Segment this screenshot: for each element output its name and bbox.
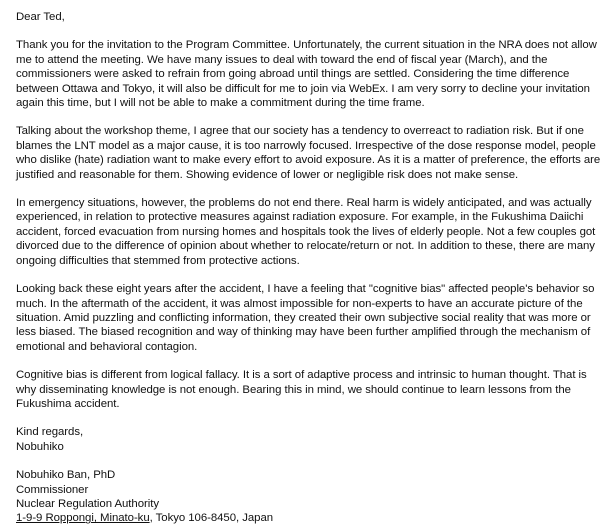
signature-address <box>16 511 602 525</box>
address-street: 1-9-9 Roppongi, Minato-ku <box>16 512 150 525</box>
paragraph-line: again this time, but I will not be able to make a commitment during the time frame. <box>16 97 425 110</box>
paragraph-line: Fukushima accident. <box>16 397 120 410</box>
paragraph-line: me to attend the meeting. We have many issues to deal with toward the end of fiscal year (March), and the <box>16 53 548 66</box>
paragraph-line: justified and reasonable for them. Showing evidence of lower or negligible risk does not make sense. <box>16 168 519 181</box>
paragraph-3 <box>16 196 602 268</box>
paragraph-line: Cognitive bias is different from logical fallacy. It is a sort of adaptive process and intrinsic to human thought. That is <box>16 369 587 382</box>
paragraph-line: less biased. The biased recognition and way of thinking may have been further amplified through the mechanism of <box>16 326 591 339</box>
address-city: , Tokyo 106-8450, Japan <box>149 512 274 525</box>
paragraph-line: between Ottawa and Tokyo, it will also be difficult for me to join via WebEx. I am very sorry to decline your invitation <box>16 82 590 95</box>
paragraph-line: Talking about the workshop theme, I agree that our society has a tendency to overreact to radiation risk. But if one <box>16 125 584 138</box>
paragraph-line: Thank you for the invitation to the Program Committee. Unfortunately, the current situation in the NRA does not allow <box>16 39 597 52</box>
signature-organization: Nuclear Regulation Authority <box>16 497 159 510</box>
paragraph-line: accident, forced evacuation from nursing homes and hospitals took the lives of elderly people. Not a few couples got <box>16 225 596 238</box>
paragraph-line: emotional and behavioral contagion. <box>16 340 198 353</box>
paragraph-line: ongoing difficulties that stemmed from protective actions. <box>16 254 300 267</box>
paragraph-line: much. In the aftermath of the accident, it was almost impossible for non-experts to have an accurate picture of the <box>16 297 583 310</box>
closing-first-name: Nobuhiko <box>16 440 64 453</box>
paragraph-line: situation. Amid puzzling and conflicting information, they created their own subjective social reality that was more or <box>16 311 591 324</box>
paragraph-4 <box>16 282 602 354</box>
signature-block <box>16 468 602 526</box>
signature-name: Nobuhiko Ban, PhD <box>16 469 116 482</box>
paragraph-1 <box>16 38 602 110</box>
closing-regards: Kind regards, <box>16 426 84 439</box>
paragraph-line: experienced, in relation to protective measures against radiation exposure. For example, in the Fukushima Daiichi <box>16 211 584 224</box>
signature-title: Commissioner <box>16 483 89 496</box>
paragraph-line: divorced due to the difference of opinion about whether to relocate/return or not. In addition to these, there are many <box>16 240 595 253</box>
salutation: Dear Ted, <box>16 11 65 23</box>
paragraph-2 <box>16 124 602 182</box>
paragraph-line: In emergency situations, however, the problems do not end there. Real harm is widely anticipated, and was actually <box>16 197 592 210</box>
letter-body <box>16 10 602 526</box>
paragraph-5 <box>16 368 602 411</box>
closing <box>16 425 602 454</box>
paragraph-line: commissioners were asked to refrain from going abroad until things are settled. Considering the time difference <box>16 68 570 81</box>
paragraph-line: why disseminating knowledge is not enough. Bearing this in mind, we should continue to learn lessons from the <box>16 383 571 396</box>
paragraph-line: Looking back these eight years after the accident, I have a feeling that "cognitive bias" affected people's behavior so <box>16 283 595 296</box>
paragraph-line: who dislike (hate) radiation want to make every effort to avoid exposure. As it is a matter of preference, the efforts are <box>16 154 601 167</box>
paragraph-line: blames the LNT model as a major cause, it is too narrowly focused. Irrespective of the dose response model, people <box>16 139 596 152</box>
